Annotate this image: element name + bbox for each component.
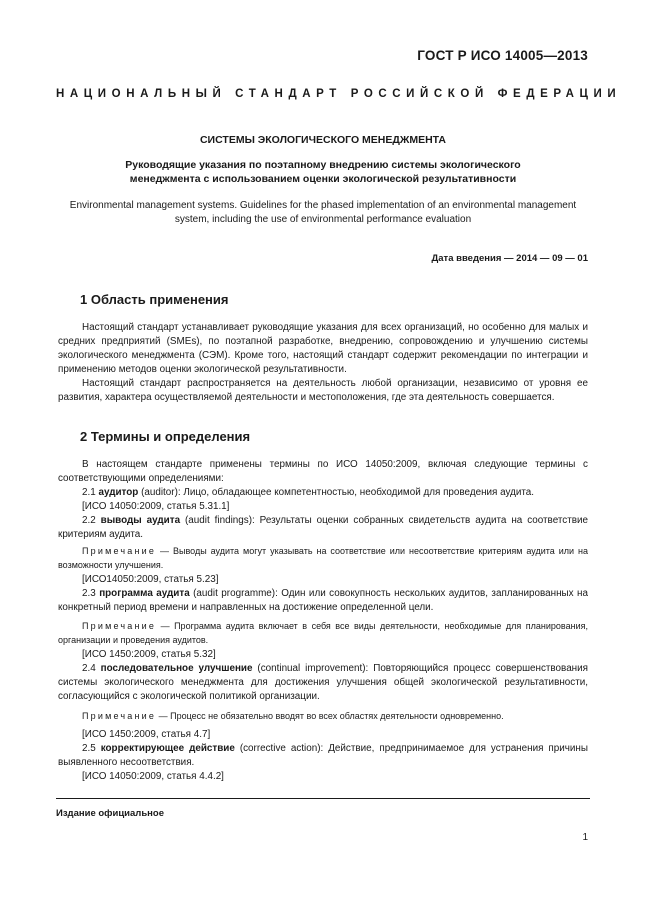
note-label: Примечание [82, 621, 157, 631]
term-name: корректирующее действие [100, 743, 235, 754]
term-2-5 [58, 742, 588, 770]
term-2-4-note [58, 709, 588, 723]
term-2-3 [58, 587, 588, 615]
term-definition: (auditor): Лицо, обладающее компетентностью, необходимой для проведения аудита. [138, 487, 535, 498]
subtitle-line-1: Руководящие указания по поэтапному внедрению системы экологического [125, 159, 521, 171]
term-2-2-reference: [ИСО14050:2009, статья 5.23] [82, 574, 219, 585]
term-2-3-note [58, 619, 588, 647]
term-definition: (corrective action): Действие, предпринимаемое для устранения причины выявленного несоответствия. [58, 743, 588, 768]
term-name: программа аудита [99, 588, 190, 599]
official-edition-label: Издание официальное [56, 808, 164, 819]
term-2-4-block [58, 648, 588, 704]
note-label: Примечание [82, 546, 157, 556]
term-name: последовательное улучшение [100, 663, 253, 674]
term-2-3-reference: [ИСО 1450:2009, статья 5.32] [82, 649, 216, 660]
english-title [60, 199, 586, 227]
note-text: — Программа аудита включает в себя все виды деятельности, необходимые для планирования, организации и проведения аудитов. [58, 621, 588, 645]
english-title-line-2: system, including the use of environmental performance evaluation [174, 214, 472, 225]
term-2-5-reference: [ИСО 14050:2009, статья 4.4.2] [82, 771, 224, 782]
section-2-intro: В настоящем стандарте применены термины по ИСО 14050:2009, включая следующие термины с соответствующими определениями: [58, 459, 588, 484]
note-text: — Выводы аудита могут указывать на соответствие или несоответствие критериям аудита или на возможности улучшения. [58, 546, 588, 570]
gost-code: ГОСТ Р ИСО 14005—2013 [417, 48, 588, 63]
term-name: выводы аудита [100, 515, 181, 526]
term-number: 2.3 [82, 588, 100, 599]
term-number: 2.4 [82, 663, 101, 674]
section-2-intro-block [58, 458, 588, 542]
term-2-4 [58, 662, 588, 704]
section-1-paragraph-1: Настоящий стандарт устанавливает руководящие указания для всех организаций, но особенно для малых и средних предприятий (SMEs), по поэтапной разработке, внедрению, сопровождению и улучшению системы экологического менеджмента (СЭМ). Кроме того, настоящий стандарт содержит рекомендации по интеграции и применению методов оценки экологической результативности. [58, 322, 588, 375]
section-1-paragraph-2: Настоящий стандарт распространяется на деятельность любой организации, независимо от уровня ее развития, характера осуществляемой деятельности и местоположения, где эта деятельность совершается. [58, 378, 588, 403]
national-standard-banner: НАЦИОНАЛЬНЫЙ СТАНДАРТ РОССИЙСКОЙ ФЕДЕРАЦИИ [56, 88, 622, 100]
footer-divider [56, 798, 590, 799]
document-subtitle [86, 158, 560, 186]
term-definition: (audit findings): Результаты оценки собранных свидетельств аудита на соответствие критериям аудита. [58, 515, 588, 540]
term-2-3-block [58, 573, 588, 615]
subtitle-line-2: менеджмента с использованием оценки экологической результативности [129, 173, 517, 185]
introduction-date: Дата введения — 2014 — 09 — 01 [431, 253, 588, 264]
term-2-1-reference: [ИСО 14050:2009, статья 5.31.1] [82, 501, 230, 512]
term-name: аудитор [98, 487, 139, 498]
note-text: — Процесс не обязательно вводят во всех областях деятельности одновременно. [156, 711, 504, 721]
term-number: 2.5 [82, 743, 101, 754]
term-number: 2.1 [82, 487, 99, 498]
section-2-heading: 2 Термины и определения [80, 429, 251, 444]
term-2-1 [58, 486, 588, 500]
term-number: 2.2 [82, 515, 101, 526]
term-2-2-note [58, 544, 588, 572]
term-definition: (continual improvement): Повторяющийся процесс совершенствования системы экологического менеджмента для достижения улучшения общей экологической результативности, согласующийся с экологической политикой организации. [58, 663, 588, 702]
english-title-line-1: Environmental management systems. Guidelines for the phased implementation of an environmental management [69, 200, 577, 211]
note-label: Примечание [82, 711, 157, 721]
section-1-heading: 1 Область применения [80, 292, 229, 307]
term-definition: (audit programme): Один или совокупность нескольких аудитов, запланированных на конкретный период времени и направленных на достижение определенной цели. [58, 588, 588, 613]
term-2-2 [58, 514, 588, 542]
document-title: СИСТЕМЫ ЭКОЛОГИЧЕСКОГО МЕНЕДЖМЕНТА [199, 134, 447, 146]
page-number: 1 [582, 832, 588, 843]
term-2-5-block [58, 728, 588, 784]
section-1-body [58, 321, 588, 405]
term-2-4-reference: [ИСО 1450:2009, статья 4.7] [82, 729, 211, 740]
